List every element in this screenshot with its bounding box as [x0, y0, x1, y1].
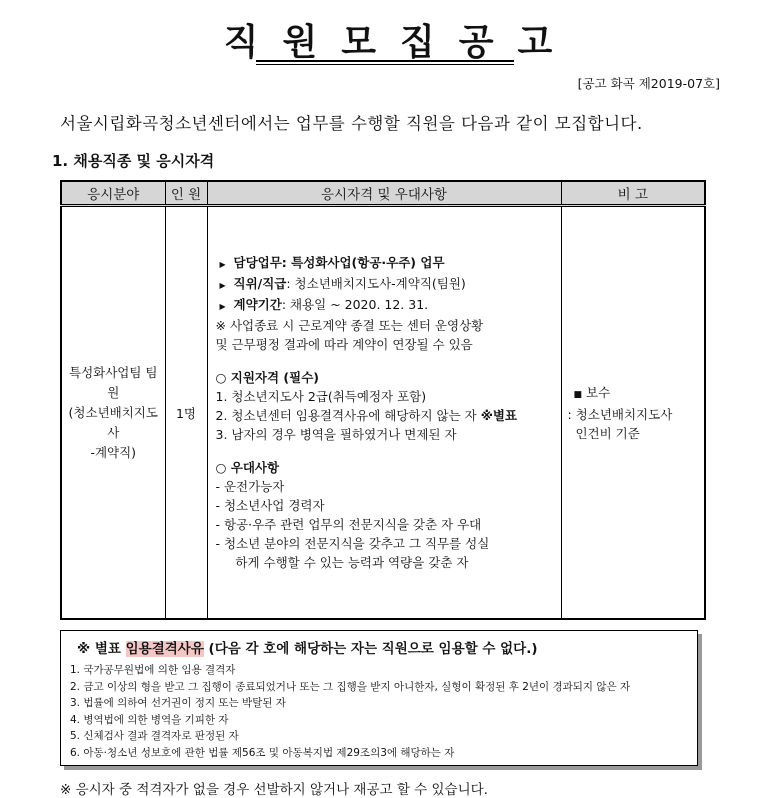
table-row [61, 206, 705, 620]
field-line: (청소년배치지도사 [68, 404, 158, 440]
contract-line: ▶ 계약기간: 채용일 ~ 2020. 12. 31. [216, 295, 551, 316]
contract-note-line: ※ 사업종료 시 근로계약 종결 또는 센터 운영상황 [215, 318, 484, 333]
header-count: 인 원 [165, 181, 207, 206]
recruitment-table [60, 180, 706, 620]
preference-item: 하게 수행할 수 있는 능력과 역량을 갖춘 자 [215, 555, 469, 570]
annex-heading: ※ 별표 임용결격사유 (다음 각 호에 해당하는 자는 직원으로 임용할 수 없다.) [77, 641, 538, 657]
list-item: 4. 병역법에 의한 병역을 기피한 자 [70, 713, 229, 726]
list-item: 6. 아동·청소년 성보호에 관한 법률 제56조 및 아동복지법 제29조의3에 해당하는 자 [70, 746, 455, 759]
square-bullet-icon: ■ [573, 389, 583, 400]
table-header-row [61, 181, 705, 206]
annex-disqualification-box [60, 630, 698, 766]
qualifications-cell [207, 206, 561, 620]
notice-number: [공고 화곡 제2019-07호] [577, 76, 720, 91]
title-underline-thin [256, 64, 514, 65]
title-underline [256, 60, 514, 62]
note-line: : 청소년배치지도사 [567, 406, 673, 422]
preference-item: - 운전가능자 [215, 479, 285, 494]
field-cell [61, 206, 165, 620]
note-line: 인건비 기준 [567, 425, 640, 441]
preference-heading: ○ 우대사항 [215, 460, 280, 475]
note-heading: ■ 보수 [568, 383, 697, 405]
page-title: 직원모집공고 [223, 22, 577, 63]
header-qualifications: 응시자격 및 우대사항 [207, 181, 561, 206]
intro-text: 서울시립화곡청소년센터에서는 업무를 수행할 직원을 다음과 같이 모집합니다. [60, 114, 643, 133]
preference-item: - 청소년사업 경력자 [215, 498, 325, 513]
header-notes: 비 고 [561, 181, 705, 206]
notes-cell [561, 206, 705, 620]
header-field: 응시분야 [61, 181, 165, 206]
field-line: 특성화사업팀 팀원 [69, 364, 158, 400]
preference-item: - 항공·우주 관련 업무의 전문지식을 갖춘 자 우대 [215, 517, 482, 532]
list-item: 3. 법률에 의하여 선거권이 정지 또는 박탈된 자 [70, 697, 286, 710]
qualification-item: 2. 청소년센터 임용결격사유에 해당하지 않는 자 ※별표 [215, 408, 518, 423]
list-item: 1. 국가공무원법에 의한 임용 결격자 [70, 664, 236, 676]
triangle-bullet-icon: ▶ [219, 260, 226, 269]
triangle-bullet-icon: ▶ [219, 302, 226, 311]
list-item: 5. 신체검사 결과 결격자로 판정된 자 [70, 730, 239, 743]
footer-note: ※ 응시자 중 적격자가 없을 경우 선발하지 않거나 재공고 할 수 있습니다. [60, 782, 488, 798]
preference-item: - 청소년 분야의 전문지식을 갖추고 그 직무를 성실 [215, 536, 490, 551]
annex-reference: ※별표 [480, 408, 518, 423]
annex-list [61, 662, 697, 762]
duty-line: ▶ 담당업무: 특성화사업(항공·우주) 업무 [216, 253, 551, 274]
count-cell: 1명 [165, 206, 207, 620]
list-item: 2. 금고 이상의 형을 받고 그 집행이 종료되었거나 또는 그 집행을 받지 아니한자, 실형이 확정된 후 2년이 경과되지 않은 자 [70, 680, 631, 693]
field-line: -계약직) [90, 444, 137, 460]
annex-highlight: 임용결격사유 [125, 641, 204, 657]
contract-note-line: 및 근무평정 결과에 따라 계약이 연장될 수 있음 [215, 337, 473, 352]
qualification-heading: ○ 지원자격 (필수) [215, 370, 319, 385]
position-line: ▶ 직위/직급: 청소년배치지도사-계약직(팀원) [216, 274, 551, 295]
triangle-bullet-icon: ▶ [219, 281, 226, 290]
qualification-item: 3. 남자의 경우 병역을 필하였거나 면제된 자 [215, 427, 457, 442]
section-heading: 1. 채용직종 및 응시자격 [52, 152, 215, 170]
qualification-item: 1. 청소년지도사 2급(취득예정자 포함) [215, 389, 427, 404]
